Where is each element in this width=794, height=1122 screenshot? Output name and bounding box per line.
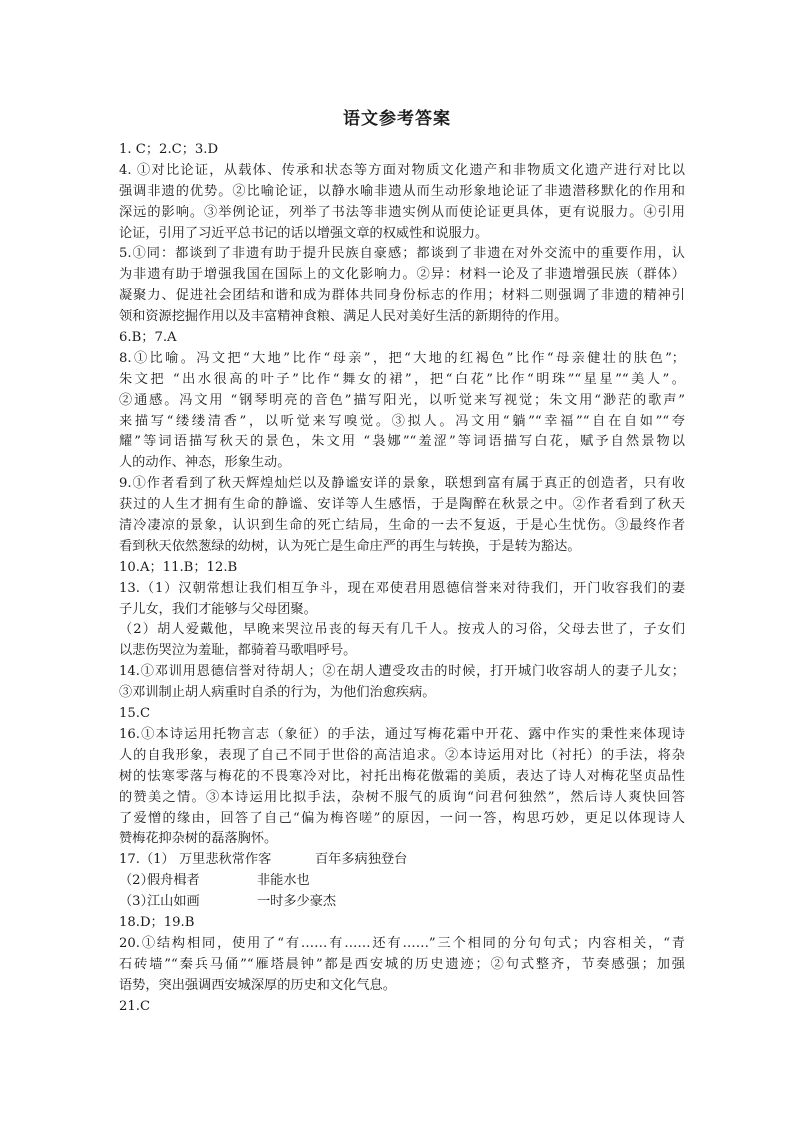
- text-line: ②通感。冯文用 “钢琴明亮的音色”描写阳光，以听觉来写视觉；朱文用“渺茫的歌声”: [119, 392, 685, 408]
- text-line: 的赞美之情。③本诗运用比拟手法，杂树不服气的质询“问君何独然”，然后诗人爽快回答: [119, 789, 685, 805]
- text-line: 看到秋天依然葱绿的幼树，认为死亡是生命庄严的再生与转换，于是转为豁达。: [119, 538, 581, 554]
- q17-row-1: [119, 850, 685, 871]
- q17-answer-a: 假舟楫者: [147, 873, 200, 889]
- text-line: 9.①作者看到了秋天辉煌灿烂以及静谧安详的景象，联想到富有属于真正的创造者，只有收: [119, 476, 685, 492]
- text-line: （2）胡人爱戴他，早晚来哭泣吊丧的每天有几千人。按戎人的习俗，父母去世了，子女们: [119, 622, 685, 638]
- text-line: 4. ①对比论证，从载体、传承和状态等方面对物质文化遗产和非物质文化遗产进行对比以: [119, 162, 685, 178]
- text-line: 21.C: [119, 998, 151, 1014]
- q17-answer-b: 非能水也: [257, 873, 310, 889]
- text-line: 10.A；11.B；12.B: [119, 559, 238, 575]
- text-line: 深远的影响。③举例论证，列举了书法等非遗实例从而使论证更具体，更有说服力。④引用: [119, 204, 685, 220]
- text-line: 耀”等词语描写秋天的景色，朱文用 “袅娜”“羞涩”等词语描写白花，赋予自然景物以: [119, 434, 685, 450]
- text-line: 强调非遗的优势。②比喻论证，以静水喻非遗从而生动形象地论证了非遗潜移默化的作用和: [119, 183, 685, 199]
- text-line: 13.（1）汉朝常想让我们相互争斗，现在邓使君用恩德信誉来对待我们，开门收容我们的妻: [119, 580, 685, 596]
- text-line: 1. C；2.C；3.D: [119, 142, 219, 157]
- text-line: 赞梅花抑杂树的磊落胸怀。: [119, 831, 278, 847]
- text-line: 18.D；19.B: [119, 914, 195, 930]
- text-line: 20.①结构相同，使用了“有……有……还有……”三个相同的分句句式；内容相关，“青: [119, 935, 685, 951]
- text-line: 6.B；7.A: [119, 330, 177, 346]
- q17-row-3: [119, 892, 685, 913]
- text-line: 领和资源挖掘作用以及丰富精神食粮、满足人民对美好生活的新期待的作用。: [119, 309, 568, 325]
- text-line: 8.①比喻。冯文把“大地”比作“母亲”，把“大地的红褐色”比作“母亲健壮的肤色”；: [119, 350, 685, 366]
- text-line: 以悲伤哭泣为羞耻，都骑着马歌唱呼号。: [119, 643, 357, 659]
- q17-answer-a: 江山如画: [147, 894, 200, 910]
- text-line: 朱文把 “出水很高的叶子”比作“舞女的裙”，把“白花”比作“明珠”“星星”“美人”。: [119, 371, 685, 387]
- q17-num: 17.（1）: [119, 852, 175, 868]
- q17-row-2: [119, 871, 685, 892]
- text-line: 15.C: [119, 706, 151, 722]
- text-line: 论证，引用了习近平总书记的话以增强文章的权威性和说服力。: [119, 225, 489, 241]
- text-line: ③邓训制止胡人病重时自杀的行为，为他们治愈疾病。: [119, 685, 436, 701]
- text-line: 语势，突出强调西安城深厚的历史和文化气息。: [119, 977, 396, 993]
- page-title: 语文参考答案: [343, 109, 451, 129]
- text-line: 了爱憎的缘由，回答了自己“偏为梅咨嗟”的原因，一问一答，构思巧妙，更足以体现诗人: [119, 810, 685, 826]
- text-line: 14.①邓训用恩德信誉对待胡人；②在胡人遭受攻击的时候，打开城门收容胡人的妻子儿女；: [119, 664, 685, 680]
- text-line: 石砖墙”“秦兵马俑”“雁塔晨钟”都是西安城的历史遗迹；②句式整齐，节奏感强；加强: [119, 956, 685, 972]
- text-line: 获过的人生才拥有生命的静谧、安详等人生感悟，于是陶醉在秋景之中。②作者看到了秋天: [119, 497, 685, 513]
- q17-answer-b: 一时多少豪杰: [257, 894, 337, 910]
- text-line: 凝聚力、促进社会团结和谐和成为群体共同身份标志的作用；材料二则强调了非遗的精神引: [119, 288, 685, 304]
- text-line: 人的动作、神态，形象生动。: [119, 455, 291, 471]
- q17-num: （3）: [119, 894, 154, 910]
- q17-answer-a: 万里悲秋常作客: [179, 852, 272, 868]
- text-line: 清冷凄凉的景象，认识到生命的死亡结局，生命的一去不复返，于是心生忧伤。③最终作者: [119, 518, 685, 534]
- text-line: 5.①同：都谈到了非遗有助于提升民族自豪感；都谈到了非遗在对外交流中的重要作用，认: [119, 246, 685, 262]
- answer-content: [119, 140, 685, 1017]
- text-line: 树的怯寒零落与梅花的不畏寒冷对比，衬托出梅花傲霜的美质，表达了诗人对梅花坚贞品性: [119, 768, 685, 784]
- text-line: 人的自我形象，表现了自己不同于世俗的高洁追求。②本诗运用对比（衬托）的手法，将杂: [119, 747, 685, 763]
- q17-answer-b: 百年多病独登台: [315, 852, 408, 868]
- text-line: 16.①本诗运用托物言志（象征）的手法，通过写梅花霜中开花、露中作实的秉性来体现诗: [119, 726, 685, 742]
- q17-num: （2）: [119, 873, 154, 889]
- text-line: 来描写“缕缕清香”，以听觉来写嗅觉。③拟人。冯文用“躺”“幸福”“自在自如”“夸: [119, 413, 685, 429]
- text-line: 子儿女，我们才能够与父母团聚。: [119, 601, 317, 617]
- text-line: 为非遗有助于增强我国在国际上的文化影响力。②异：材料一论及了非遗增强民族（群体）: [119, 267, 685, 283]
